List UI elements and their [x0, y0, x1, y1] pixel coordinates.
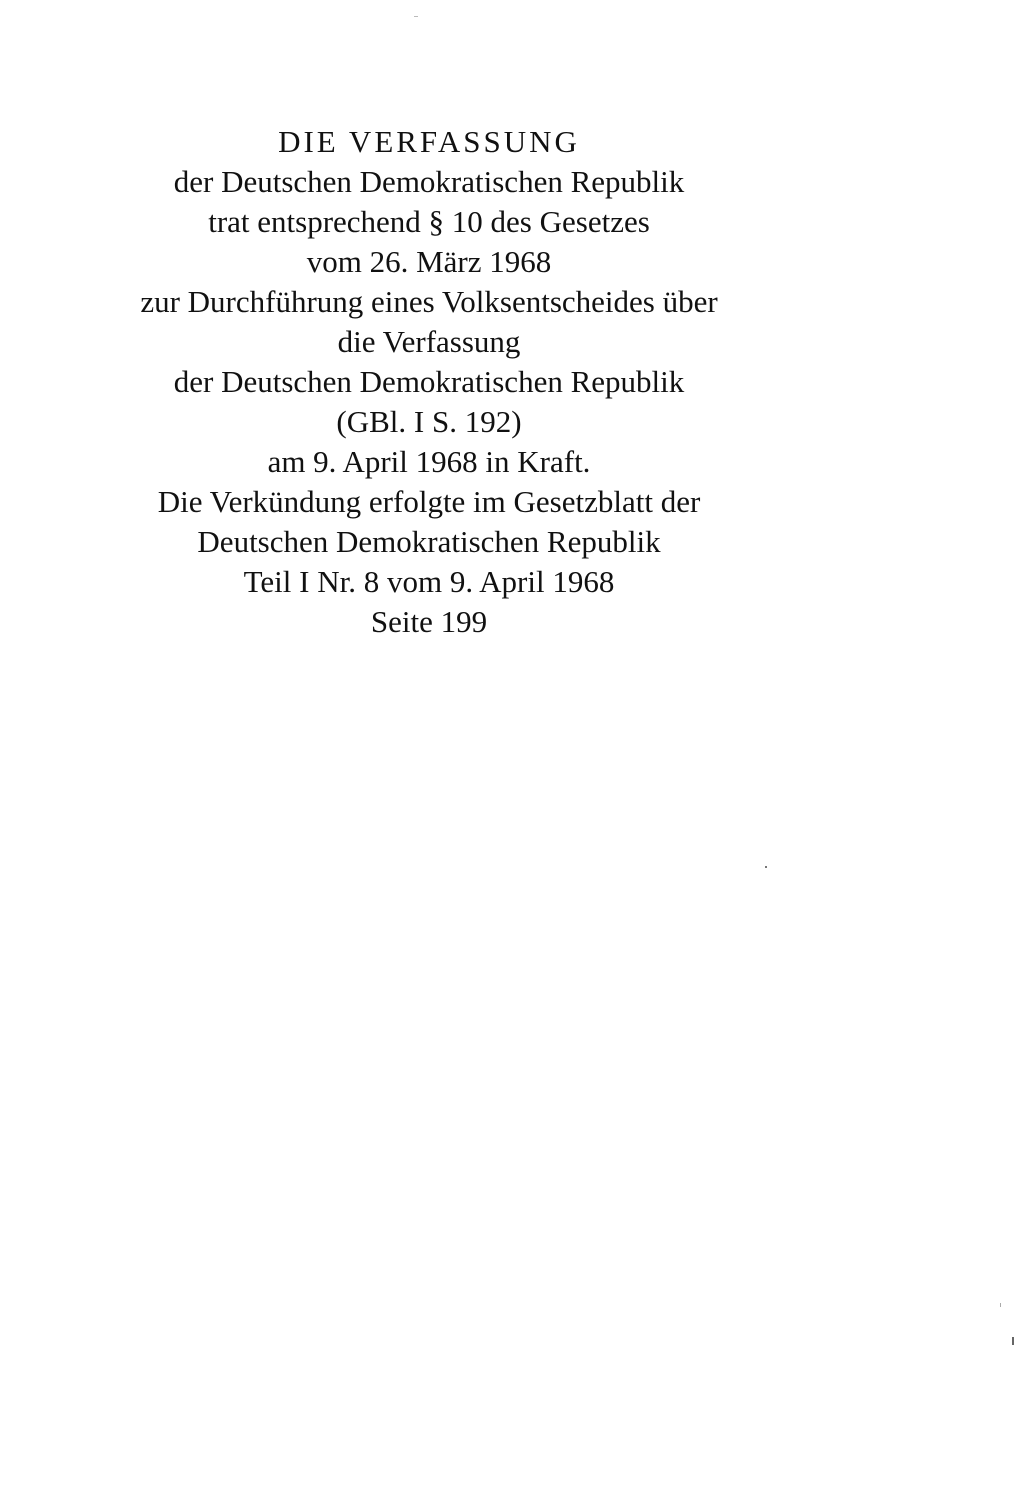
- scan-speck: [414, 16, 418, 17]
- text-line: zur Durchführung eines Volksentscheides über: [140, 284, 718, 319]
- text-line: Seite 199: [370, 604, 488, 639]
- document-title: DIE VERFASSUNG: [278, 124, 580, 159]
- text-line: Teil I Nr. 8 vom 9. April 1968: [243, 564, 615, 599]
- scan-speck: [1012, 1337, 1014, 1345]
- scan-speck: [1000, 1303, 1001, 1307]
- text-line: (GBl. I S. 192): [336, 404, 522, 439]
- text-line: die Verfassung: [337, 324, 521, 359]
- text-line: trat entsprechend § 10 des Gesetzes: [208, 204, 650, 239]
- text-line: der Deutschen Demokratischen Republik: [173, 364, 685, 399]
- text-line: vom 26. März 1968: [306, 244, 552, 279]
- text-line: Deutschen Demokratischen Republik: [197, 524, 661, 559]
- text-line: Die Verkündung erfolgte im Gesetzblatt der: [157, 484, 701, 519]
- scan-speck: [765, 866, 767, 868]
- colophon-text: [0, 118, 858, 642]
- text-line: am 9. April 1968 in Kraft.: [267, 444, 591, 479]
- text-line: der Deutschen Demokratischen Republik: [173, 164, 685, 199]
